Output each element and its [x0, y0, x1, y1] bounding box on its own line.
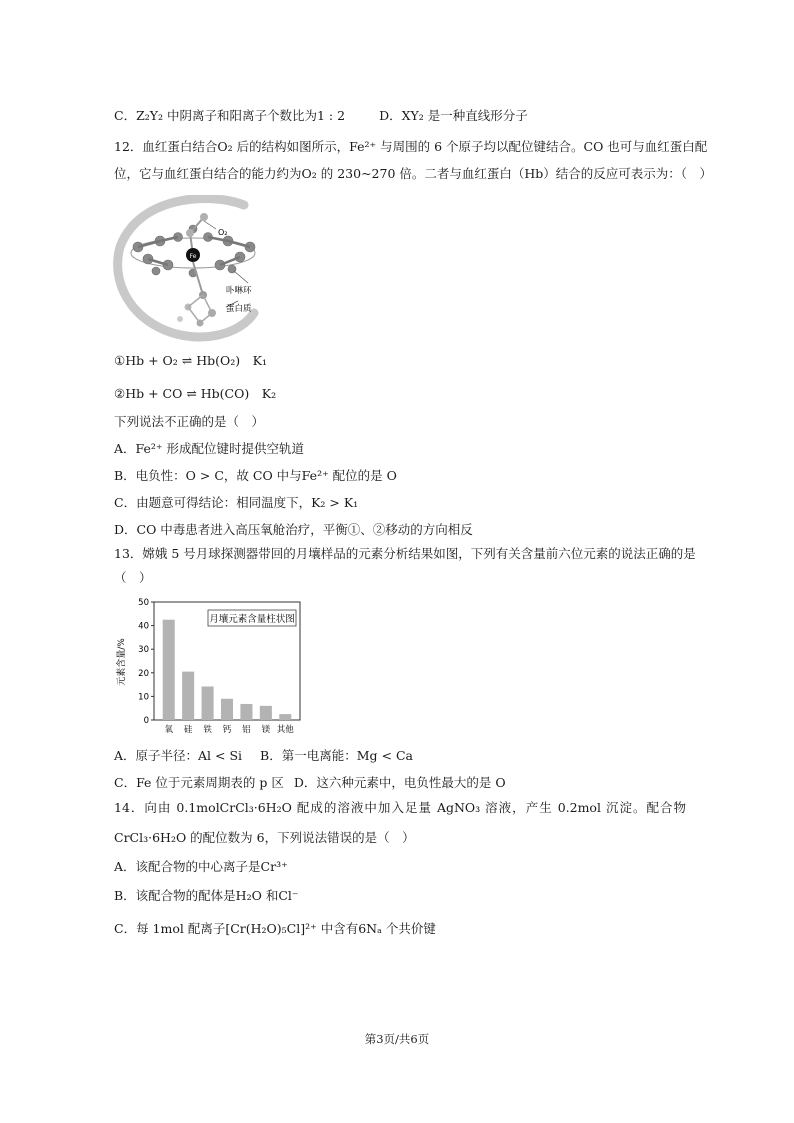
y-tick-label: 40 — [138, 621, 149, 632]
q12-question: 下列说法不正确的是（ ） — [114, 414, 265, 429]
q14-stem-line1: 14．向由 0.1molCrCl₃·6H₂O 配成的溶液中加入足量 AgNO₃ 溶液，产生 0.2mol 沉淀。配合物 — [114, 800, 686, 815]
y-tick-label: 10 — [138, 692, 149, 703]
q14-option-b: B．该配合物的配体是H₂O 和Cl⁻ — [114, 888, 299, 903]
q14-stem-line2: CrCl₃·6H₂O 的配位数为 6，下列说法错误的是（ ） — [114, 830, 415, 845]
page-footer: 第3页/共6页 — [364, 1032, 430, 1046]
porphyrin-label: 卟啉环 — [226, 286, 252, 296]
q13-option-c: C．Fe 位于元素周期表的 p 区 — [114, 775, 284, 790]
q13-stem-line1: 13．嫦娥 5 号月球探测器带回的月壤样品的元素分析结果如图，下列有关含量前六位元素的说法正确的是 — [114, 546, 696, 561]
hemoglobin-structure-figure — [108, 195, 268, 343]
q12-option-c: C．由题意可得结论：相同温度下，K₂ > K₁ — [114, 495, 359, 510]
bar-4 — [240, 704, 252, 720]
lunar-soil-bar-chart — [110, 592, 310, 740]
q13-option-d: D．这六种元素中，电负性最大的是 O — [293, 775, 506, 790]
q12-stem-line2: 位，它与血红蛋白结合的能力约为O₂ 的 230~270 倍。二者与血红蛋白（Hb）结合的反应可表示为：（ ） — [114, 166, 713, 181]
bar-1 — [182, 672, 194, 720]
q12-stem-line1: 12．血红蛋白结合O₂ 后的结构如图所示，Fe²⁺ 与周围的 6 个原子均以配位键结合。CO 也可与血红蛋白配 — [114, 139, 708, 154]
q12-option-a: A．Fe²⁺ 形成配位键时提供空轨道 — [114, 441, 304, 456]
bar-6 — [279, 714, 291, 720]
q13-option-b: B．第一电离能：Mg < Ca — [260, 748, 413, 763]
x-tick-label: 其他 — [276, 725, 294, 735]
chart-title: 月壤元素含量柱状图 — [209, 614, 295, 625]
q11-option-d: D．XY₂ 是一种直线形分子 — [379, 108, 528, 123]
q14-option-c: C．每 1mol 配离子[Cr(H₂O)₅Cl]²⁺ 中含有6Nₐ 个共价键 — [114, 921, 436, 936]
y-tick-label: 0 — [143, 716, 149, 726]
equation-2: ②Hb + CO ⇌ Hb(CO) K₂ — [114, 386, 277, 401]
x-tick-label: 铝 — [242, 725, 251, 735]
q11-option-c: C．Z₂Y₂ 中阴离子和阳离子个数比为1 : 2 — [114, 108, 346, 123]
x-tick-label: 氧 — [164, 725, 173, 735]
q13-options-cd — [114, 774, 694, 792]
q13-option-a: A．原子半径：Al < Si — [114, 748, 243, 763]
x-tick-label: 铁 — [203, 725, 212, 735]
protein-label: 蛋白质 — [226, 304, 252, 314]
y-tick-label: 30 — [138, 645, 149, 656]
q12-option-d: D．CO 中毒患者进入高压氧舱治疗，平衡①、②移动的方向相反 — [114, 522, 473, 537]
chart-y-axis-label: 元素含量/% — [117, 638, 127, 686]
x-tick-label: 硅 — [183, 725, 193, 735]
bar-2 — [202, 686, 214, 720]
q11-options-cd — [114, 107, 694, 125]
y-tick-label: 50 — [138, 598, 149, 608]
bar-0 — [163, 620, 175, 720]
q14-option-a: A．该配合物的中心离子是Cr³⁺ — [114, 859, 288, 874]
q13-stem-line2: （ ） — [114, 570, 152, 585]
fe-label: Fe — [189, 253, 197, 260]
y-tick-label: 20 — [138, 668, 149, 679]
q12-option-b: B．电负性：O > C，故 CO 中与Fe²⁺ 配位的是 O — [114, 468, 397, 483]
x-tick-label: 钙 — [222, 725, 232, 735]
x-tick-label: 镁 — [261, 725, 271, 735]
bar-3 — [221, 699, 233, 720]
bar-5 — [260, 706, 272, 720]
equation-1: ①Hb + O₂ ⇌ Hb(O₂) K₁ — [114, 353, 267, 368]
o2-label: O₂ — [218, 228, 228, 237]
q13-options-ab — [114, 747, 694, 765]
